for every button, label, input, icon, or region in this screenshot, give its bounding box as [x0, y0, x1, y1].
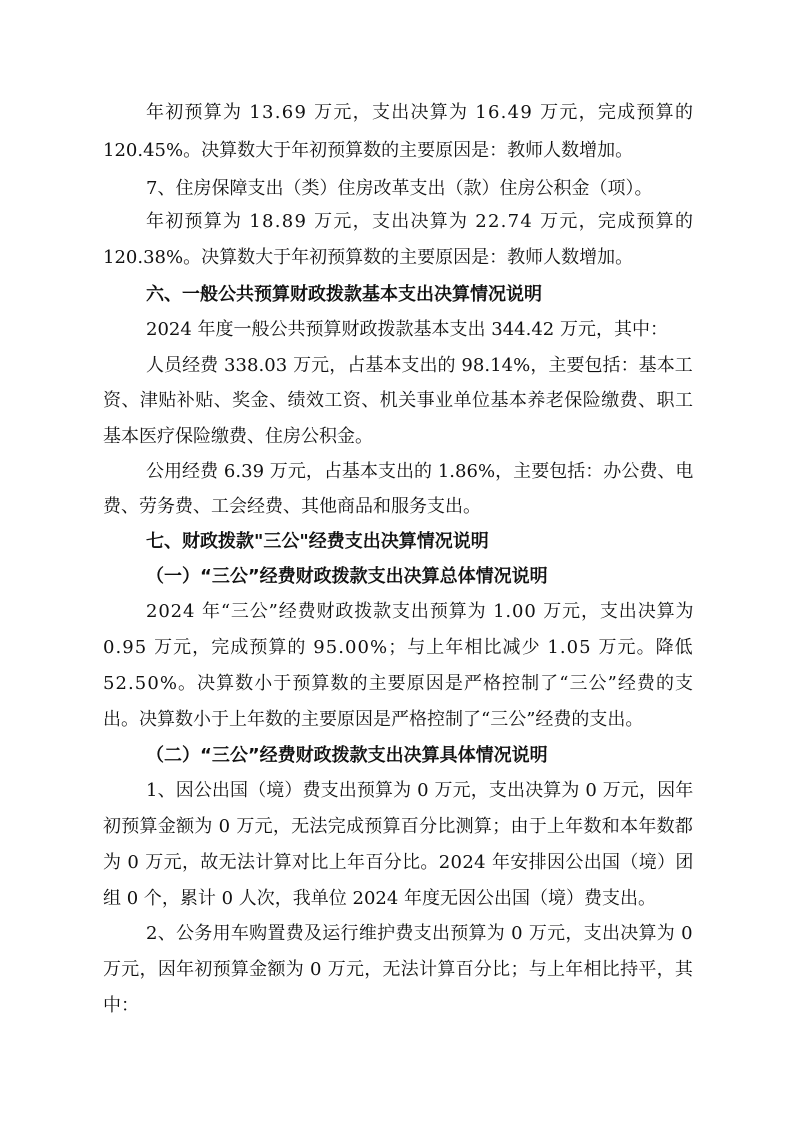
text-line: 120.45%。决算数大于年初预算数的主要原因是：教师人数增加。: [103, 140, 634, 161]
text-line: 公用经费 6.39 万元，占基本支出的 1.86%，主要包括：办公费、电: [146, 461, 694, 482]
text-line: 120.38%。决算数大于年初预算数的主要原因是：教师人数增加。: [103, 247, 634, 268]
text-line: 年初预算为 18.89 万元，支出决算为 22.74 万元，完成预算的: [146, 211, 695, 232]
text-line: 2024 年度一般公共预算财政拨款基本支出 344.42 万元，其中：: [146, 319, 668, 340]
text-line: 费、劳务费、工会经费、其他商品和服务支出。: [103, 496, 481, 517]
text-line: 中：: [103, 995, 139, 1016]
text-line: 2024 年“三公”经费财政拨款支出预算为 1.00 万元，支出决算为: [146, 601, 695, 622]
text-line: 0.95 万元，完成预算的 95.00%；与上年相比减少 1.05 万元。降低: [103, 637, 694, 658]
section-heading: 七、财政拨款"三公"经费支出决算情况说明: [146, 531, 489, 552]
text-line: 出。决算数小于上年数的主要原因是严格控制了“三公”经费的支出。: [103, 709, 644, 730]
subsection-heading: （二）“三公”经费财政拨款支出决算具体情况说明: [146, 745, 548, 766]
section-heading: 六、一般公共预算财政拨款基本支出决算情况说明: [146, 284, 542, 305]
text-line: 人员经费 338.03 万元，占基本支出的 98.14%，主要包括：基本工: [146, 355, 693, 376]
subsection-heading: （一）“三公”经费财政拨款支出决算总体情况说明: [146, 566, 548, 587]
text-line: 52.50%。决算数小于预算数的主要原因是严格控制了“三公”经费的支: [103, 673, 695, 694]
text-line: 组 0 个，累计 0 人次，我单位 2024 年度无因公出国（境）费支出。: [103, 888, 657, 909]
text-line: 年初预算为 13.69 万元，支出决算为 16.49 万元，完成预算的: [146, 102, 695, 123]
text-line: 1、因公出国（境）费支出预算为 0 万元，支出决算为 0 万元，因年: [146, 780, 694, 801]
text-line: 2、公务用车购置费及运行维护费支出预算为 0 万元，支出决算为 0: [146, 923, 693, 944]
text-line: 初预算金额为 0 万元，无法完成预算百分比测算；由于上年数和本年数都: [103, 816, 694, 837]
text-line: 7、住房保障支出（类）住房改革支出（款）住房公积金（项）。: [146, 178, 653, 199]
text-line: 基本医疗保险缴费、住房公积金。: [103, 426, 373, 447]
text-line: 资、津贴补贴、奖金、绩效工资、机关事业单位基本养老保险缴费、职工: [103, 390, 694, 411]
text-line: 为 0 万元，故无法计算对比上年百分比。2024 年安排因公出国（境）团: [103, 852, 694, 873]
text-line: 万元，因年初预算金额为 0 万元，无法计算百分比；与上年相比持平，其: [103, 959, 694, 980]
